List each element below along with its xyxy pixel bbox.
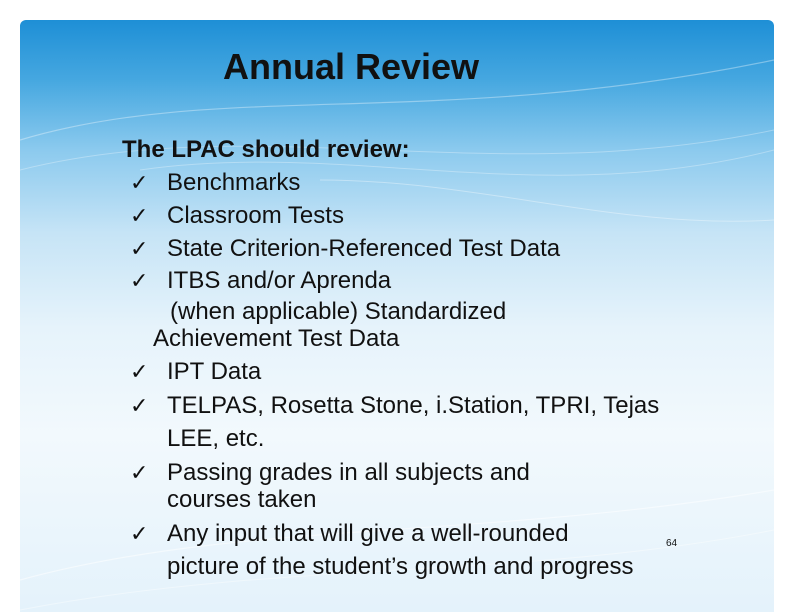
bullet-any-input: Any input that will give a well-rounded: [167, 520, 569, 547]
intro-heading: The LPAC should review:: [122, 136, 410, 163]
bullet-benchmarks: Benchmarks: [167, 169, 301, 196]
bullet-any-input-continued: picture of the student’s growth and progress: [167, 553, 634, 580]
check-icon: ✓: [130, 521, 149, 546]
bullet-passing-grades: Passing grades in all subjects and: [167, 459, 530, 486]
check-icon: ✓: [130, 170, 149, 195]
check-icon: ✓: [130, 268, 149, 293]
bullet-passing-grades-continued: courses taken: [167, 486, 317, 513]
check-icon: ✓: [130, 203, 149, 228]
bullet-itbs-continued: Achievement Test Data: [153, 325, 400, 352]
bullet-telpas-continued: LEE, etc.: [167, 425, 265, 452]
slide-title: Annual Review: [223, 46, 480, 87]
check-icon: ✓: [130, 460, 149, 485]
check-icon: ✓: [130, 393, 149, 418]
bullet-itbs-continued: (when applicable) Standardized: [170, 298, 507, 325]
bullet-telpas: TELPAS, Rosetta Stone, i.Station, TPRI, Tejas: [167, 392, 660, 419]
bullet-ipt-data: IPT Data: [167, 358, 262, 385]
page-number: 64: [666, 538, 678, 549]
check-icon: ✓: [130, 359, 149, 384]
bullet-itbs: ITBS and/or Aprenda: [167, 267, 392, 294]
bullet-state-criterion: State Criterion-Referenced Test Data: [167, 235, 561, 262]
check-icon: ✓: [130, 236, 149, 261]
bullet-classroom-tests: Classroom Tests: [167, 202, 344, 229]
